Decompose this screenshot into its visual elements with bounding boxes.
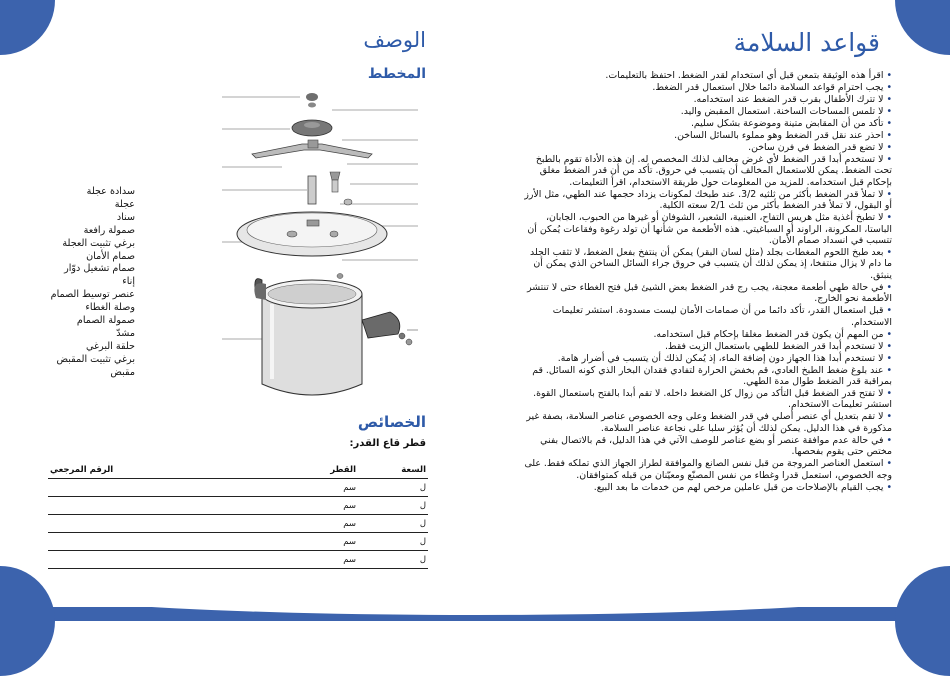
safety-rules-list: [520, 70, 892, 494]
part-item: برغي تثبيت المقبض: [56, 353, 135, 365]
table-header-row: [48, 462, 428, 479]
diameter-cell: سم: [164, 551, 364, 569]
capacity-cell: ل: [364, 533, 428, 551]
part-item: صمام تشغيل دوّار: [64, 263, 135, 275]
part-item: سناد: [116, 211, 135, 223]
capacity-cell: ل: [364, 497, 428, 515]
reference-cell: [48, 533, 164, 551]
part-item: صمام الأمان: [86, 250, 135, 262]
reference-cell: [48, 479, 164, 497]
features-title: الخصائص: [357, 413, 426, 431]
safety-rule: • استعمل العناصر المروجة من قبل نفس الصانع والموافقة لطراز الجهاز الذي تملكه فقط. على وجه الخصوص، استعمل قدرا وغطاء من نفس المصنّع ومعيّنان من قبله كمتوافقان.: [520, 458, 892, 481]
part-item: وصلة الغطاء: [85, 302, 135, 314]
safety-rule: • لا تضع قدر الضغط في فرن ساخن.: [520, 142, 892, 153]
diameter-cell: سم: [164, 515, 364, 533]
safety-rule: • يجب القيام بالإصلاحات من قبل عاملين مرخص لهم من خدمات ما بعد البيع.: [520, 482, 892, 493]
corner-decoration-bottom-right: [895, 566, 950, 676]
safety-rule: • اقرأ هذه الوثيقة بتمعن قبل أي استخدام لقدر الضغط. احتفظ بالتعليمات.: [520, 70, 892, 81]
safety-rule: • من المهم أن يكون قدر الضغط مغلقا بإحكام قبل استخدامه.: [520, 329, 892, 340]
part-item: مقبض: [110, 366, 135, 378]
bottom-band-decoration: [0, 607, 950, 621]
part-item: إناء: [122, 276, 135, 288]
table-row: [48, 551, 428, 569]
part-item: عجلة: [114, 198, 135, 210]
capacity-cell: ل: [364, 479, 428, 497]
part-item: مشدّ: [116, 327, 135, 339]
safety-rule: • قبل استعمال القدر، تأكد دائما من أن صمامات الأمان ليست مسدودة. استشر تعليمات الاستخدام.: [520, 305, 892, 328]
safety-rule: • بعد طبخ اللحوم المغطات بجلد (مثل لسان البقر) يمكن أن ينتفخ بفعل الضغط، لا تثقب الجلد ما دام لا يزال منتفخا، إذ يمكن لذلك أن يتسبب في حروق جراء السائل الساخن الذي يمكن أن ينبثق.: [520, 247, 892, 281]
safety-rule: • احذر عند نقل قدر الضغط وهو مملوء بالسائل الساخن.: [520, 130, 892, 141]
corner-decoration-top-left: [0, 0, 55, 55]
safety-rule: • لا تترك الأطفال بقرب قدر الضغط عند استخدامه.: [520, 94, 892, 105]
table-row: [48, 533, 428, 551]
part-item: سدادة عجلة: [86, 186, 135, 197]
part-item: حلقة البرغي: [86, 340, 135, 352]
diagram-title: المخطط: [367, 66, 426, 82]
table-row: [48, 515, 428, 533]
safety-rule: • لا تملأ قدر الضغط بأكثر من ثلثيه 3/2. عند طبخك لمكونات يزداد حجمها عند الطهي، مثل الأرز أو البقول، لا تملأ قدر الضغط بأكثر من ثلث 2/1 سعته الكلية.: [520, 189, 892, 212]
reference-cell: [48, 497, 164, 515]
parts-list: [40, 186, 135, 380]
bottom-diameter-label: قطر قاع القدر:: [349, 438, 426, 449]
diameter-header: القطر: [330, 465, 356, 475]
reference-cell: [48, 551, 164, 569]
capacity-cell: ل: [364, 551, 428, 569]
part-item: برغي تثبيت العجلة: [62, 237, 135, 249]
part-item: صمولة الصمام: [76, 315, 135, 327]
safety-rule: • لا تفتح قدر الضغط قبل التأكد من زوال كل الضغط داخله. لا تقم أبدا بالفتح باستعمال القوة. استشر تعليمات الاستخدام.: [520, 388, 892, 411]
diameter-cell: سم: [164, 479, 364, 497]
diameter-cell: سم: [164, 533, 364, 551]
reference-cell: [48, 515, 164, 533]
safety-rule: • عند بلوغ ضغط الطبخ العادي، قم بخفض الحرارة لتفادي فقدان البخار الذي كونه السائل. قم بمراقبة قدر الضغط طوال مدة الطهي.: [520, 365, 892, 388]
safety-rules-title: قواعد السلامة: [733, 28, 880, 57]
reference-header: الرقم المرجعي: [50, 465, 114, 475]
safety-rule: • لا تطبخ أغذية مثل هريس التفاح، العنبية، الشعير، الشوفان أو غيرها من الحبوب، الجابان، الباستا، المكرونة، الراوند أو السباغيتي. هذه الأطعمة من شأنها أن تولد رغوة وفقاعات يُمكن أن تتسبب في انسداد صمام الأمان.: [520, 212, 892, 246]
corner-decoration-top-right: [895, 0, 950, 55]
table-row: [48, 479, 428, 497]
capacity-header: السعة: [401, 465, 426, 475]
table-row: [48, 497, 428, 515]
corner-decoration-bottom-left: [0, 566, 55, 676]
safety-rule: • تأكد من أن المقابض متينة وموضوعة بشكل سليم.: [520, 118, 892, 129]
safety-rule: • لا تلمس المساحات الساخنة. استعمال المقبض واليد.: [520, 106, 892, 117]
safety-rule: • لا تستخدم أبدا هذا الجهاز دون إضافة الماء، إذ يُمكن لذلك أن يتسبب في أضرار هامة.: [520, 353, 892, 364]
pressure-cooker-diagram: [222, 84, 418, 414]
safety-rule: • لا تقم بتعديل أي عنصر أصلي في قدر الضغط وعلى وجه الخصوص عناصر السلامة، بصفة غير مذكورة في هذا الدليل. يمكن لذلك أن يُؤثر سلبا على نجاعة عناصر السلامة.: [520, 411, 892, 434]
safety-rule: • يجب احترام قواعد السلامة دائما خلال استعمال قدر الضغط.: [520, 82, 892, 93]
part-item: عنصر توسيط الصمام: [50, 289, 135, 301]
diameter-cell: سم: [164, 497, 364, 515]
safety-rule: • لا تستخدم أبدا قدر الضغط لأي غرض مخالف لذلك المخصص له. إن هذه الأداة تقوم بالطبخ تحت الضغط. يمكن للاستعمال المخالف أن يتسبب في حروق. تأكد من أن قدر الضغط مغلق بإحكام قبل استخدامه. للمزيد من المعلومات حول طريقة الاستخدام، اقرأ التعليمات.: [520, 154, 892, 188]
capacity-cell: ل: [364, 515, 428, 533]
safety-rule: • في حالة عدم موافقة عنصر أو بضع عناصر للوصف الآتي في هذا الدليل، قم بالاتصال بفني مختص حتى يقوم بفحصها.: [520, 435, 892, 458]
safety-rule: • لا تستخدم أبدا قدر الضغط للطهي باستعمال الزيت فقط.: [520, 341, 892, 352]
part-item: صمولة رافعة: [83, 224, 135, 236]
description-title: الوصف: [363, 28, 426, 52]
specs-table: [48, 462, 428, 569]
safety-rule: • في حالة طهي أطعمة معجنة، يجب رج قدر الضغط بعض الشيئ قبل فتح الغطاء حتى لا تنتشر الأطعمة نحو الخارج.: [520, 282, 892, 305]
